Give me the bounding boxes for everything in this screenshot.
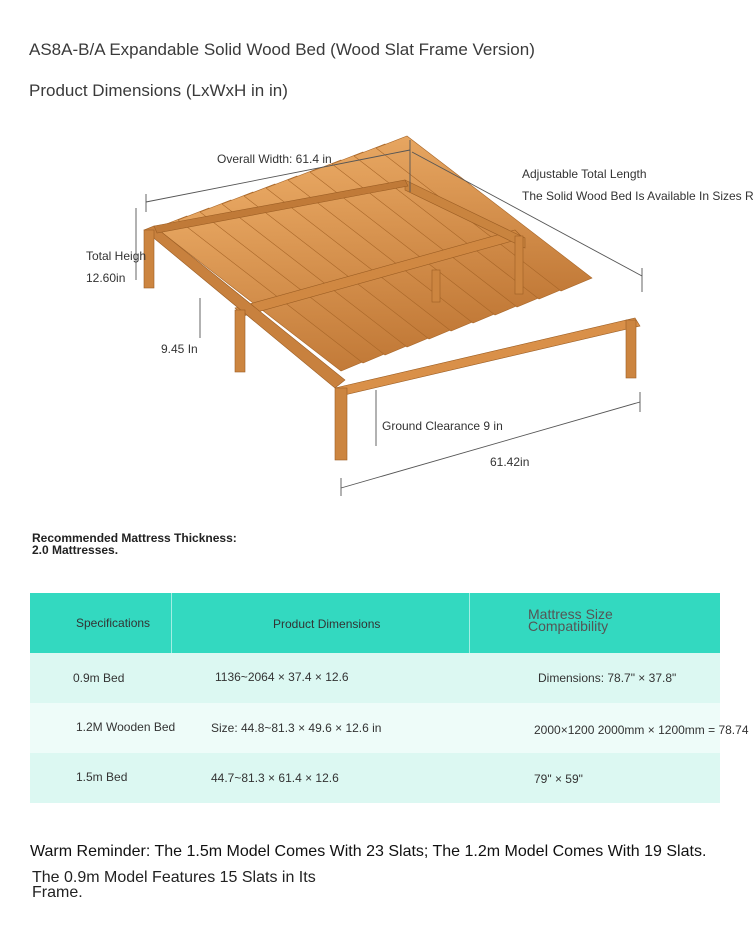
side-height-label: 9.45 In <box>161 342 198 356</box>
row-spec: 1.2M Wooden Bed <box>76 720 176 734</box>
bottom-width-label: 61.42in <box>490 455 530 469</box>
total-height-label: Total Heigh <box>86 249 147 263</box>
row-mattress: 79" × 59" <box>534 772 583 786</box>
spec-table <box>30 593 749 803</box>
row-mattress: Dimensions: 78.7" × 37.8" <box>538 671 677 685</box>
bed-illustration <box>60 130 750 500</box>
available-sizes-label: The Solid Wood Bed Is Available In Sizes R <box>522 189 754 203</box>
product-title: AS8A-B/A Expandable Solid Wood Bed (Wood Slat Frame Version) <box>29 40 535 59</box>
warm-reminder: Warm Reminder: The 1.5m Model Comes With 23 Slats; The 1.2m Model Comes With 19 Slats. <box>30 843 707 860</box>
table-row <box>30 703 749 753</box>
row-mattress: 2000×1200 2000mm × 1200mm = 78.74 <box>534 723 749 737</box>
adjustable-length-label: Adjustable Total Length <box>522 167 647 181</box>
row-dimensions: 44.7~81.3 × 61.4 × 12.6 <box>211 771 339 785</box>
row-spec: 0.9m Bed <box>73 671 125 685</box>
header-specifications: Specifications <box>76 616 151 630</box>
header-divider <box>469 593 470 653</box>
row-dimensions: 1136~2064 × 37.4 × 12.6 <box>215 670 349 684</box>
table-row <box>30 753 720 803</box>
table-header <box>30 593 720 653</box>
row-spec: 1.5m Bed <box>76 770 128 784</box>
total-height-value: 12.60in <box>86 271 126 285</box>
mattress-line-2: 2.0 Mattresses. <box>32 543 119 557</box>
row-dimensions: Size: 44.8~81.3 × 49.6 × 12.6 in <box>211 721 382 735</box>
bed-diagram <box>60 130 754 500</box>
mattress-recommendation <box>32 532 237 556</box>
mattress-line-1: Recommended Mattress Thickness: <box>32 531 237 545</box>
header-divider <box>171 593 172 653</box>
header-product-dimensions: Product Dimensions <box>273 617 381 631</box>
table-row <box>30 653 720 703</box>
overall-width-label: Overall Width: 61.4 in <box>217 152 332 166</box>
ground-clearance-label: Ground Clearance 9 in <box>382 419 503 433</box>
warm-reminder-continued: The 0.9m Model Features 15 Slats in Its Frame. <box>32 869 316 901</box>
dimensions-heading: Product Dimensions (LxWxH in in) <box>29 81 288 100</box>
header-mattress-size: Mattress Size Compatibility <box>528 606 613 634</box>
